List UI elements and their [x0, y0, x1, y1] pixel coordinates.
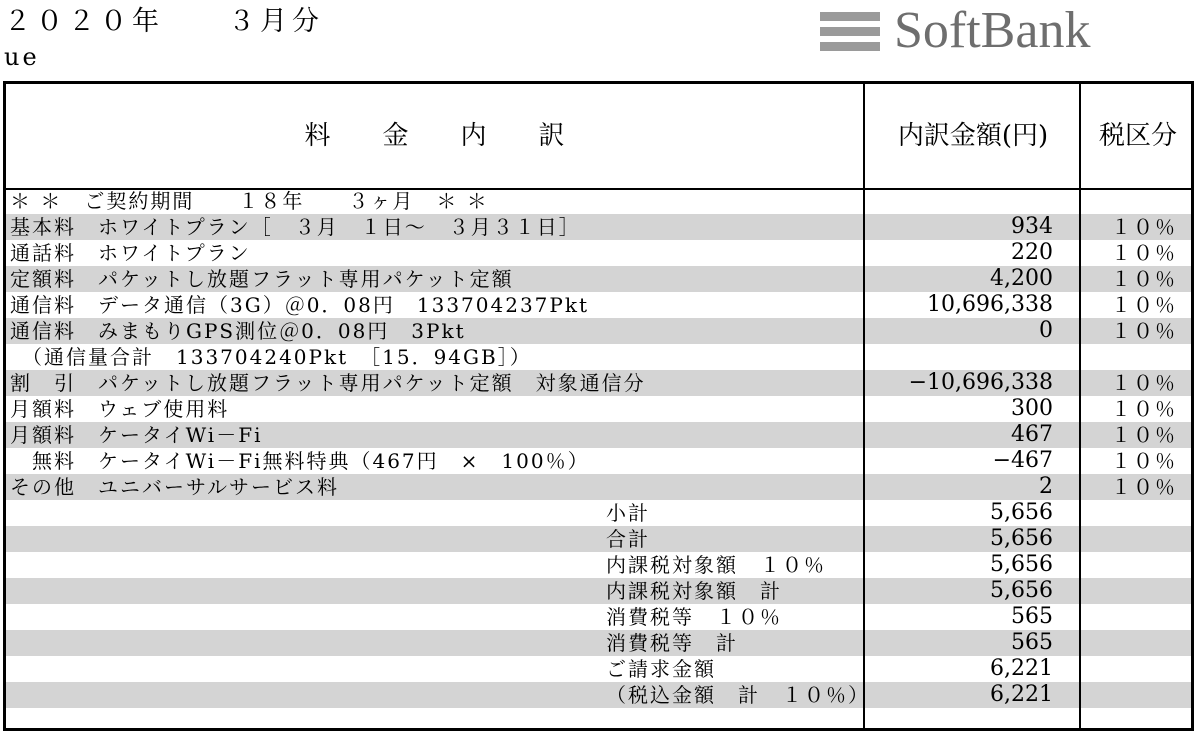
table-row [6, 292, 1191, 318]
logo-bars-icon [820, 12, 880, 57]
summary-label: ご請求金額 [606, 657, 716, 681]
item-tax-category: １０％ [1111, 397, 1177, 421]
table-row [6, 344, 1191, 370]
item-description: 割 引 パケットし放題フラット専用パケット定額 対象通信分 [10, 371, 646, 395]
summary-row [6, 500, 1191, 526]
summary-label: 消費税等 計 [606, 631, 738, 655]
table-row [6, 422, 1191, 448]
item-amount: −10,696,338 [908, 370, 1053, 395]
summary-label: 内課税対象額 １０％ [606, 553, 826, 577]
item-amount: 4,200 [990, 266, 1053, 291]
summary-amount: 5,656 [990, 578, 1053, 603]
table-row [6, 474, 1191, 500]
summary-amount: 6,221 [990, 682, 1053, 707]
item-description: その他 ユニバーサルサービス料 [10, 475, 339, 499]
item-amount: −467 [992, 448, 1053, 473]
item-amount: 300 [1011, 396, 1053, 421]
item-tax-category: １０％ [1111, 319, 1177, 343]
summary-label: 消費税等 １０％ [606, 605, 782, 629]
summary-label: （税込金額 計 １０％） [606, 683, 870, 707]
item-description: ＊ ＊ ご契約期間 １８年 ３ヶ月 ＊ ＊ [10, 189, 489, 213]
softbank-logo [820, 4, 1120, 62]
column-header-amount: 内訳金額(円) [897, 121, 1049, 151]
billing-table [3, 81, 1194, 731]
table-row [6, 266, 1191, 292]
logo-wordmark: SoftBank [894, 2, 1091, 59]
summary-row [6, 578, 1191, 604]
table-row [6, 370, 1191, 396]
item-description: 無料 ケータイWi－Fi無料特典（467円 × 100％） [10, 449, 590, 473]
item-amount: 220 [1011, 240, 1053, 265]
summary-amount: 6,221 [990, 656, 1053, 681]
billing-period: ２０２０年 ３月分 [4, 6, 324, 37]
item-description: 基本料 ホワイトプラン［ ３月 １日～ ３月３１日］ [10, 215, 581, 239]
item-amount: 467 [1011, 422, 1053, 447]
table-row [6, 188, 1191, 214]
table-row [6, 448, 1191, 474]
table-row [6, 318, 1191, 344]
item-description: 月額料 ウェブ使用料 [10, 397, 230, 421]
item-description: 通信料 データ通信（3G）＠0．08円 133704237Pkt [10, 293, 590, 317]
summary-row [6, 682, 1191, 708]
item-amount: 10,696,338 [927, 292, 1053, 317]
item-tax-category: １０％ [1111, 293, 1177, 317]
table-row [6, 214, 1191, 240]
item-description: 通話料 ホワイトプラン [10, 241, 251, 265]
item-tax-category: １０％ [1111, 449, 1177, 473]
column-header-tax: 税区分 [1098, 121, 1177, 151]
summary-label: 小計 [606, 501, 650, 525]
item-tax-category: １０％ [1111, 371, 1177, 395]
summary-amount: 5,656 [990, 526, 1053, 551]
summary-row [6, 552, 1191, 578]
item-amount: 934 [1011, 214, 1053, 239]
table-header [6, 84, 1191, 190]
summary-amount: 5,656 [990, 500, 1053, 525]
summary-amount: 565 [1011, 630, 1053, 655]
column-divider [863, 84, 865, 728]
item-description: （通信量合計 133704240Pkt ［15．94GB］） [10, 345, 532, 369]
item-tax-category: １０％ [1111, 423, 1177, 447]
summary-amount: 565 [1011, 604, 1053, 629]
summary-row [6, 630, 1191, 656]
item-amount: 2 [1039, 474, 1053, 499]
summary-amount: 5,656 [990, 552, 1053, 577]
item-tax-category: １０％ [1111, 241, 1177, 265]
column-header-description: 料 金 内 訳 [304, 121, 565, 151]
summary-row [6, 604, 1191, 630]
table-row [6, 396, 1191, 422]
item-tax-category: １０％ [1111, 475, 1177, 499]
column-divider [1079, 84, 1081, 728]
item-amount: 0 [1039, 318, 1053, 343]
item-tax-category: １０％ [1111, 267, 1177, 291]
item-description: 定額料 パケットし放題フラット専用パケット定額 [10, 267, 514, 291]
summary-label: 内課税対象額 計 [606, 579, 782, 603]
table-row [6, 240, 1191, 266]
item-description: 通信料 みまもりGPS測位＠0．08円 3Pkt [10, 319, 466, 343]
user-name: ue [4, 43, 40, 71]
summary-label: 合計 [606, 527, 650, 551]
item-description: 月額料 ケータイWi－Fi [10, 423, 263, 447]
item-tax-category: １０％ [1111, 215, 1177, 239]
summary-row [6, 656, 1191, 682]
summary-row [6, 526, 1191, 552]
